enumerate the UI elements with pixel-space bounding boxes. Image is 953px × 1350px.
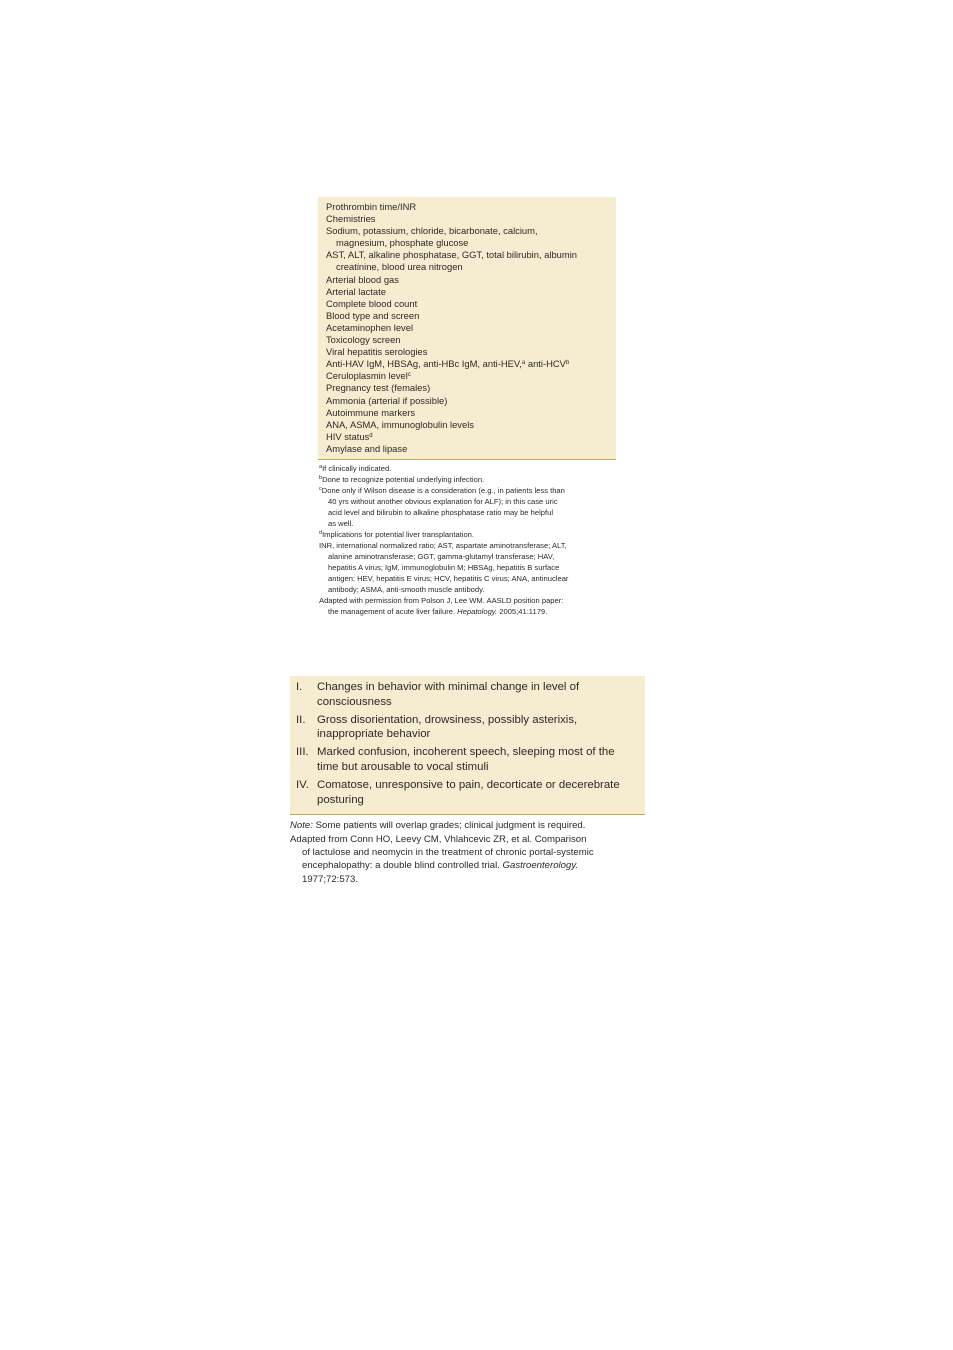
lab-tests-footnotes: [318, 460, 616, 617]
lab-test-row: [326, 346, 616, 358]
lab-tests-table: [318, 197, 616, 617]
lab-test-text: Chemistries: [326, 213, 376, 225]
footnote-line: [319, 507, 616, 518]
grade-row: [290, 745, 645, 775]
footnote-marker: c: [407, 372, 411, 379]
lab-test-row: [326, 407, 616, 419]
lab-test-text: Complete blood count: [326, 297, 418, 309]
grade-numeral-text: III.: [296, 746, 309, 759]
footnote-line: [319, 529, 616, 540]
lab-test-text: ANA, ASMA, immunoglobulin levels: [326, 418, 474, 430]
footnote-text: the management of acute liver failure.: [328, 606, 458, 616]
footnote-text: If clinically indicated.: [322, 463, 392, 473]
lab-test-row: [326, 298, 616, 310]
grade-description: Changes in behavior with minimal change in level of consciousness: [317, 681, 580, 708]
lab-test-row: [326, 443, 616, 455]
footnote-line: [319, 485, 616, 496]
lab-test-row: [326, 334, 616, 346]
footnote-line: [319, 463, 616, 474]
footnote-line: [319, 540, 616, 551]
footnote-text: as well.: [328, 518, 354, 528]
lab-test-text: Acetaminophen level: [326, 321, 414, 333]
footnote-line: [319, 562, 616, 573]
lab-test-text: Autoimmune markers: [326, 406, 416, 418]
footnote-text: INR, international normalized ratio; AST, aspartate aminotransferase; ALT,: [319, 540, 567, 550]
lab-test-row: [326, 310, 616, 322]
footnote-text: 2005;41:1179.: [497, 606, 548, 616]
grade-row: [290, 680, 645, 710]
adapted-text: encephalopathy: a double blind controlled trial.: [302, 860, 503, 872]
footnote-text: Implications for potential liver transplantation.: [322, 529, 475, 539]
grade-numeral-text: IV.: [296, 778, 309, 791]
footnote-line: [319, 595, 616, 606]
footnote-line: [319, 606, 616, 617]
adapted-line: 1977;72:573.: [302, 873, 359, 885]
lab-test-row: [326, 237, 616, 249]
grade-numeral-text: I.: [296, 681, 303, 693]
footnote-text: Done only if Wilson disease is a consideration (e.g., in patients less than: [321, 485, 565, 495]
lab-test-text: Prothrombin time/INR: [326, 201, 417, 212]
footnote-line: [319, 496, 616, 507]
lab-test-row: [326, 419, 616, 431]
lab-test-text: Viral hepatitis serologies: [326, 346, 428, 358]
lab-test-text: AST, ALT, alkaline phosphatase, GGT, total bilirubin, albumin: [326, 249, 577, 261]
footnote-text: acid level and bilirubin to alkaline phosphatase ratio may be helpful: [328, 507, 554, 517]
lab-test-text: Amylase and lipase: [326, 442, 408, 454]
journal-name: Hepatology.: [457, 606, 498, 616]
journal-name: Gastroenterology.: [502, 860, 579, 872]
grade-numeral: [290, 778, 317, 808]
lab-test-text: magnesium, phosphate glucose: [336, 237, 469, 249]
adapted-line: [290, 859, 645, 872]
lab-test-row: [326, 395, 616, 407]
grade-description: Marked confusion, incoherent speech, sleeping most of the time but arousable to vocal stimuli: [317, 746, 615, 773]
adapted-line: of lactulose and neomycin in the treatment of chronic portal-systemic: [302, 846, 594, 858]
footnote-marker: d: [369, 432, 373, 439]
lab-test-row: [326, 286, 616, 298]
lab-test-text: Pregnancy test (females): [326, 382, 431, 394]
note-text: Some patients will overlap grades; clinical judgment is required.: [312, 820, 586, 832]
footnote-line: [319, 518, 616, 529]
footnote-line: [319, 551, 616, 562]
lab-test-text: Sodium, potassium, chloride, bicarbonate, calcium,: [326, 225, 538, 237]
grade-description: Comatose, unresponsive to pain, decorticate or decerebrate posturing: [317, 778, 620, 806]
footnote-text: Adapted with permission from Polson J, Lee WM. AASLD position paper:: [319, 595, 564, 605]
lab-test-text: Ammonia (arterial if possible): [326, 394, 448, 406]
grade-description: Gross disorientation, drowsiness, possibly asterixis, inappropriate behavior: [317, 713, 578, 741]
footnote-marker: d: [319, 529, 323, 536]
lab-test-text: HIV status: [326, 430, 370, 442]
lab-test-row: [326, 261, 616, 273]
footnote-line: [319, 474, 616, 485]
grade-row: [290, 713, 645, 743]
grades-note: [290, 819, 645, 832]
footnote-marker: a: [521, 360, 526, 367]
lab-test-text: Blood type and screen: [326, 309, 420, 321]
footnote-text: alanine aminotransferase; GGT, gamma-glutamyl transferase; HAV,: [328, 551, 555, 561]
lab-test-row: [326, 370, 616, 382]
footnote-text: hepatitis A virus; IgM, immunoglobulin M; HBSAg, hepatitis B surface: [328, 562, 560, 572]
grades-box: [290, 676, 645, 815]
encephalopathy-grades-table: [290, 676, 645, 886]
lab-test-text: anti-HCV: [525, 358, 566, 370]
lab-test-row: [326, 358, 616, 370]
footnote-marker: c: [319, 485, 322, 492]
grades-footnotes: [290, 815, 645, 885]
lab-test-text: Arterial lactate: [326, 285, 386, 297]
lab-test-row: [326, 225, 616, 237]
note-label: Note:: [290, 820, 313, 832]
lab-test-text: Toxicology screen: [326, 334, 401, 346]
lab-tests-box: [318, 197, 616, 460]
lab-test-row: [326, 213, 616, 225]
footnote-text: 40 yrs without another obvious explanation for ALF); in this case uric: [328, 496, 558, 506]
grade-numeral: [290, 713, 317, 743]
footnote-line: [319, 573, 616, 584]
lab-test-row: [326, 249, 616, 261]
footnote-marker: a: [319, 463, 323, 470]
footnote-marker: b: [319, 474, 323, 481]
grade-row: [290, 778, 645, 808]
footnote-text: antigen; HEV, hepatitis E virus; HCV, hepatitis C virus; ANA, antinuclear: [328, 573, 569, 583]
footnote-line: [319, 584, 616, 595]
lab-test-row: [326, 431, 616, 443]
footnote-text: antibody; ASMA, anti-smooth muscle antibody.: [328, 584, 485, 594]
footnote-marker: b: [565, 360, 570, 367]
lab-test-row: [326, 322, 616, 334]
grade-numeral: [290, 680, 317, 710]
grade-numeral: [290, 745, 317, 775]
lab-test-text: Arterial blood gas: [326, 273, 399, 285]
lab-test-row: [326, 274, 616, 286]
lab-test-row: [326, 382, 616, 394]
footnote-text: Done to recognize potential underlying infection.: [322, 474, 485, 484]
lab-test-row: [326, 201, 616, 213]
grade-numeral-text: II.: [296, 713, 306, 726]
adapted-line: Adapted from Conn HO, Leevy CM, Vhlahcevic ZR, et al. Comparison: [290, 833, 587, 845]
lab-test-text: Anti-HAV IgM, HBSAg, anti-HBc IgM, anti-HEV,: [326, 358, 522, 370]
lab-test-text: Ceruloplasmin level: [326, 370, 408, 382]
lab-test-text: creatinine, blood urea nitrogen: [336, 261, 463, 273]
